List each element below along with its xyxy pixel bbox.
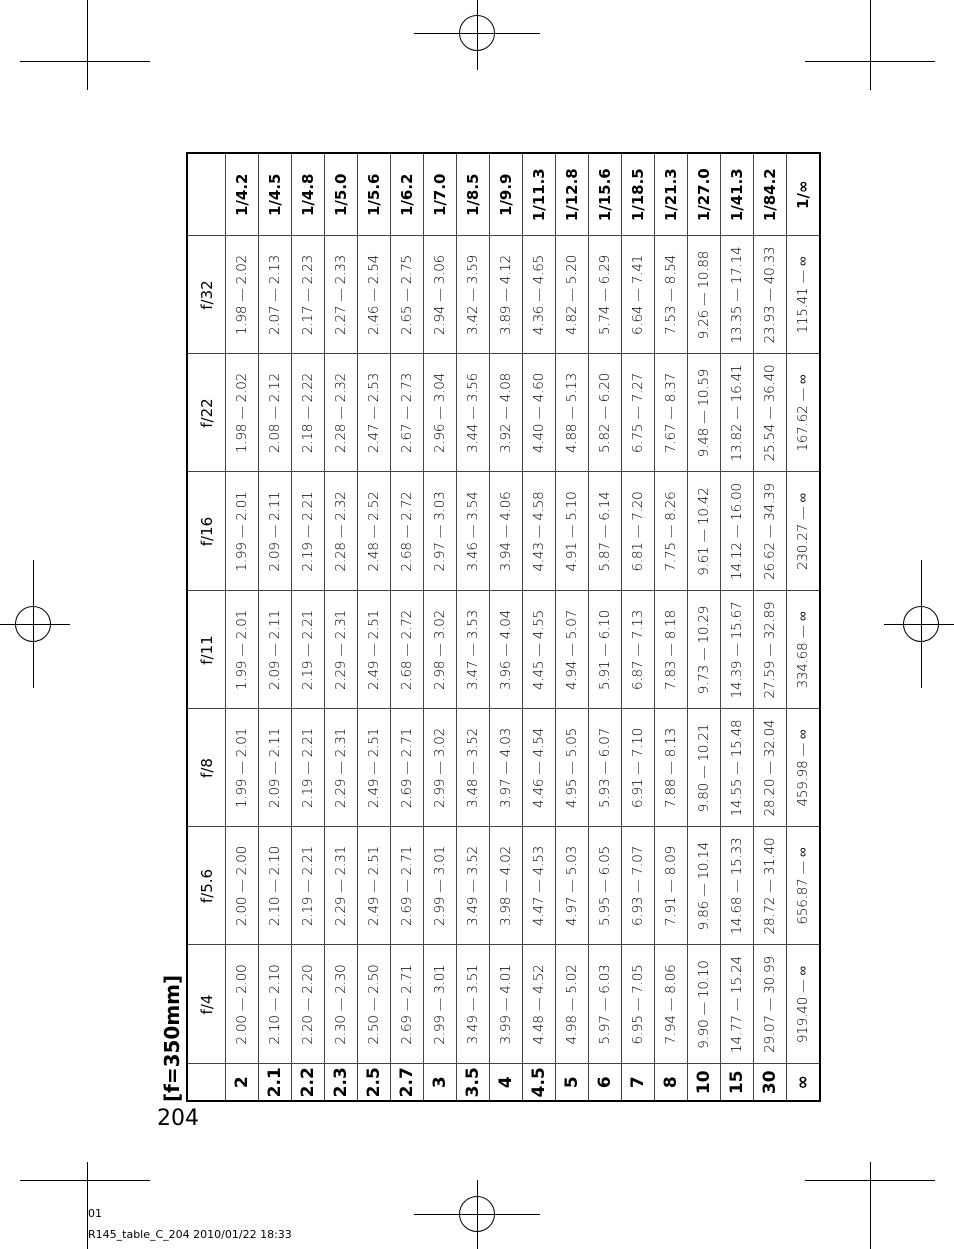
range-cell: 9.73 — 10.29: [688, 591, 721, 709]
table-row: [358, 153, 391, 1101]
range-cell: 3.94 — 4.06: [490, 472, 523, 591]
range-cell: 9.61 — 10.42: [688, 472, 721, 591]
range-cell: 2.19 — 2.21: [292, 472, 325, 591]
range-cell: 2.48 — 2.52: [358, 472, 391, 591]
range-cell: 2.50 — 2.50: [358, 945, 391, 1064]
range-cell: 7.91 — 8.09: [655, 827, 688, 945]
range-cell: 4.94 — 5.07: [556, 591, 589, 709]
distance-cell: 15: [721, 1064, 754, 1101]
range-cell: 167.62 — ∞: [787, 354, 821, 472]
range-cell: 2.49 — 2.51: [358, 827, 391, 945]
table-row: [787, 153, 821, 1101]
distance-cell: 2.2: [292, 1064, 325, 1101]
magnification-cell: 1/4.2: [226, 153, 259, 236]
range-cell: 4.82 — 5.20: [556, 236, 589, 354]
range-cell: 2.97 — 3.03: [424, 472, 457, 591]
range-cell: 26.62 — 34.39: [754, 472, 787, 591]
range-cell: 2.46 — 2.54: [358, 236, 391, 354]
range-cell: 3.42 — 3.59: [457, 236, 490, 354]
range-cell: 5.97 — 6.03: [589, 945, 622, 1064]
table-row: [721, 153, 754, 1101]
range-cell: 2.69 — 2.71: [391, 945, 424, 1064]
magnification-cell: 1/27.0: [688, 153, 721, 236]
distance-cell: 7: [622, 1064, 655, 1101]
magnification-cell: 1/∞: [787, 153, 821, 236]
page-number: 204: [157, 1106, 199, 1131]
range-cell: 4.48 — 4.52: [523, 945, 556, 1064]
range-cell: 4.95 — 5.05: [556, 709, 589, 827]
magnification-cell: 1/9.9: [490, 153, 523, 236]
range-cell: 13.82 — 16.41: [721, 354, 754, 472]
range-cell: 1.99 — 2.01: [226, 709, 259, 827]
table-row: [688, 153, 721, 1101]
range-cell: 2.99 — 3.02: [424, 709, 457, 827]
range-cell: 9.90 — 10.10: [688, 945, 721, 1064]
column-header: [187, 153, 226, 236]
range-cell: 7.88 — 8.13: [655, 709, 688, 827]
range-cell: 4.88 — 5.13: [556, 354, 589, 472]
range-cell: 2.00 — 2.00: [226, 945, 259, 1064]
magnification-cell: 1/6.2: [391, 153, 424, 236]
range-cell: 2.17 — 2.23: [292, 236, 325, 354]
table-row: [622, 153, 655, 1101]
distance-cell: 2.3: [325, 1064, 358, 1101]
range-cell: 2.09 — 2.11: [259, 709, 292, 827]
range-cell: 6.75 — 7.27: [622, 354, 655, 472]
table-row: [259, 153, 292, 1101]
range-cell: 7.94 — 8.06: [655, 945, 688, 1064]
distance-cell: 2.7: [391, 1064, 424, 1101]
range-cell: 2.49 — 2.51: [358, 709, 391, 827]
distance-cell: 30: [754, 1064, 787, 1101]
range-cell: 2.69 — 2.71: [391, 827, 424, 945]
range-cell: 230.27 — ∞: [787, 472, 821, 591]
range-cell: 2.00 — 2.00: [226, 827, 259, 945]
distance-cell: ∞: [787, 1064, 821, 1101]
range-cell: 5.87 — 6.14: [589, 472, 622, 591]
range-cell: 2.28 — 2.32: [325, 354, 358, 472]
table-row: [655, 153, 688, 1101]
distance-cell: 3.5: [457, 1064, 490, 1101]
column-header: f/5.6: [187, 827, 226, 945]
column-header: f/4: [187, 945, 226, 1064]
range-cell: 1.98 — 2.02: [226, 354, 259, 472]
distance-cell: 5: [556, 1064, 589, 1101]
range-cell: 6.64 — 7.41: [622, 236, 655, 354]
distance-cell: 6: [589, 1064, 622, 1101]
range-cell: 29.07 — 30.99: [754, 945, 787, 1064]
range-cell: 2.19 — 2.21: [292, 827, 325, 945]
range-cell: 13.35 — 17.14: [721, 236, 754, 354]
range-cell: 656.87 — ∞: [787, 827, 821, 945]
column-header: f/11: [187, 591, 226, 709]
magnification-cell: 1/5.6: [358, 153, 391, 236]
range-cell: 2.30 — 2.30: [325, 945, 358, 1064]
range-cell: 14.12 — 16.00: [721, 472, 754, 591]
magnification-cell: 1/4.8: [292, 153, 325, 236]
column-header: f/8: [187, 709, 226, 827]
range-cell: 9.26 — 10.88: [688, 236, 721, 354]
distance-cell: 4.5: [523, 1064, 556, 1101]
table-row: [754, 153, 787, 1101]
table-row: [490, 153, 523, 1101]
distance-cell: 2.1: [259, 1064, 292, 1101]
range-cell: 3.96 — 4.04: [490, 591, 523, 709]
range-cell: 4.36 — 4.65: [523, 236, 556, 354]
range-cell: 2.68 — 2.72: [391, 472, 424, 591]
range-cell: 14.68 — 15.33: [721, 827, 754, 945]
range-cell: 9.48 — 10.59: [688, 354, 721, 472]
range-cell: 3.89 — 4.12: [490, 236, 523, 354]
column-header: f/16: [187, 472, 226, 591]
table-row: [556, 153, 589, 1101]
range-cell: 3.46 — 3.54: [457, 472, 490, 591]
rotated-table-block: [158, 154, 813, 1102]
magnification-cell: 1/41.3: [721, 153, 754, 236]
magnification-cell: 1/15.6: [589, 153, 622, 236]
range-cell: 3.49 — 3.51: [457, 945, 490, 1064]
range-cell: 3.44 — 3.56: [457, 354, 490, 472]
range-cell: 23.93 — 40.33: [754, 236, 787, 354]
range-cell: 28.20 — 32.04: [754, 709, 787, 827]
range-cell: 2.27 — 2.33: [325, 236, 358, 354]
range-cell: 6.91 — 7.10: [622, 709, 655, 827]
range-cell: 2.99 — 3.01: [424, 945, 457, 1064]
range-cell: 4.47 — 4.53: [523, 827, 556, 945]
range-cell: 5.95 — 6.05: [589, 827, 622, 945]
range-cell: 14.55 — 15.48: [721, 709, 754, 827]
range-cell: 14.77 — 15.24: [721, 945, 754, 1064]
table-row: [391, 153, 424, 1101]
range-cell: 1.98 — 2.02: [226, 236, 259, 354]
range-cell: 6.81 — 7.20: [622, 472, 655, 591]
header-row: [187, 153, 226, 1101]
magnification-cell: 1/8.5: [457, 153, 490, 236]
range-cell: 2.09 — 2.11: [259, 591, 292, 709]
range-cell: 4.40 — 4.60: [523, 354, 556, 472]
range-cell: 2.68 — 2.72: [391, 591, 424, 709]
range-cell: 6.87 — 7.13: [622, 591, 655, 709]
table-row: [325, 153, 358, 1101]
range-cell: 2.65 — 2.75: [391, 236, 424, 354]
range-cell: 7.53 — 8.54: [655, 236, 688, 354]
range-cell: 2.67 — 2.73: [391, 354, 424, 472]
range-cell: 2.08 — 2.12: [259, 354, 292, 472]
range-cell: 4.43 — 4.58: [523, 472, 556, 591]
range-cell: 3.99 — 4.01: [490, 945, 523, 1064]
distance-cell: 10: [688, 1064, 721, 1101]
magnification-cell: 1/84.2: [754, 153, 787, 236]
range-cell: 2.19 — 2.21: [292, 591, 325, 709]
magnification-cell: 1/4.5: [259, 153, 292, 236]
range-cell: 9.86 — 10.14: [688, 827, 721, 945]
range-cell: 3.47 — 3.53: [457, 591, 490, 709]
range-cell: 4.97 — 5.03: [556, 827, 589, 945]
range-cell: 4.91 — 5.10: [556, 472, 589, 591]
range-cell: 5.93 — 6.07: [589, 709, 622, 827]
range-cell: 5.91 — 6.10: [589, 591, 622, 709]
range-cell: 6.95 — 7.05: [622, 945, 655, 1064]
range-cell: 27.59 — 32.89: [754, 591, 787, 709]
range-cell: 2.10 — 2.10: [259, 827, 292, 945]
range-cell: 2.10 — 2.10: [259, 945, 292, 1064]
range-cell: 5.74 — 6.29: [589, 236, 622, 354]
range-cell: 2.29 — 2.31: [325, 709, 358, 827]
range-cell: 2.94 — 3.06: [424, 236, 457, 354]
range-cell: 25.54 — 36.40: [754, 354, 787, 472]
range-cell: 7.83 — 8.18: [655, 591, 688, 709]
table-title: [f=350mm]: [160, 974, 184, 1102]
range-cell: 28.72 — 31.40: [754, 827, 787, 945]
footer-line-1: 01: [88, 1207, 102, 1220]
range-cell: 2.99 — 3.01: [424, 827, 457, 945]
range-cell: 3.92 — 4.08: [490, 354, 523, 472]
range-cell: 3.48 — 3.52: [457, 709, 490, 827]
footer-line-2: R145_table_C_204 2010/01/22 18:33: [88, 1228, 292, 1241]
magnification-cell: 1/12.8: [556, 153, 589, 236]
range-cell: 2.47 — 2.53: [358, 354, 391, 472]
range-cell: 1.99 — 2.01: [226, 472, 259, 591]
range-cell: 2.98 — 3.02: [424, 591, 457, 709]
range-cell: 2.49 — 2.51: [358, 591, 391, 709]
range-cell: 14.39 — 15.67: [721, 591, 754, 709]
range-cell: 3.97 — 4.03: [490, 709, 523, 827]
range-cell: 1.99 — 2.01: [226, 591, 259, 709]
magnification-cell: 1/5.0: [325, 153, 358, 236]
table-row: [292, 153, 325, 1101]
range-cell: 4.46 — 4.54: [523, 709, 556, 827]
range-cell: 5.82 — 6.20: [589, 354, 622, 472]
range-cell: 2.96 — 3.04: [424, 354, 457, 472]
range-cell: 2.19 — 2.21: [292, 709, 325, 827]
range-cell: 7.75 — 8.26: [655, 472, 688, 591]
range-cell: 3.98 — 4.02: [490, 827, 523, 945]
magnification-cell: 1/7.0: [424, 153, 457, 236]
magnification-cell: 1/21.3: [655, 153, 688, 236]
range-cell: 334.68 — ∞: [787, 591, 821, 709]
range-cell: 115.41 — ∞: [787, 236, 821, 354]
table-row: [523, 153, 556, 1101]
depth-of-field-table: [186, 152, 821, 1102]
magnification-cell: 1/11.3: [523, 153, 556, 236]
range-cell: 2.20 — 2.20: [292, 945, 325, 1064]
range-cell: 2.69 — 2.71: [391, 709, 424, 827]
range-cell: 2.09 — 2.11: [259, 472, 292, 591]
distance-cell: 2: [226, 1064, 259, 1101]
magnification-cell: 1/18.5: [622, 153, 655, 236]
range-cell: 4.45 — 4.55: [523, 591, 556, 709]
distance-cell: 3: [424, 1064, 457, 1101]
range-cell: 9.80 — 10.21: [688, 709, 721, 827]
distance-cell: 8: [655, 1064, 688, 1101]
distance-cell: 4: [490, 1064, 523, 1101]
range-cell: 3.49 — 3.52: [457, 827, 490, 945]
column-header: f/32: [187, 236, 226, 354]
range-cell: 459.98 — ∞: [787, 709, 821, 827]
table-row: [424, 153, 457, 1101]
range-cell: 2.18 — 2.22: [292, 354, 325, 472]
range-cell: 4.98 — 5.02: [556, 945, 589, 1064]
range-cell: 2.29 — 2.31: [325, 827, 358, 945]
column-header: f/22: [187, 354, 226, 472]
range-cell: 2.07 — 2.13: [259, 236, 292, 354]
table-row: [457, 153, 490, 1101]
range-cell: 919.40 — ∞: [787, 945, 821, 1064]
range-cell: 2.28 — 2.32: [325, 472, 358, 591]
range-cell: 2.29 — 2.31: [325, 591, 358, 709]
range-cell: 7.67 — 8.37: [655, 354, 688, 472]
range-cell: 6.93 — 7.07: [622, 827, 655, 945]
distance-cell: 2.5: [358, 1064, 391, 1101]
table-row: [226, 153, 259, 1101]
column-header: [187, 1064, 226, 1101]
table-row: [589, 153, 622, 1101]
